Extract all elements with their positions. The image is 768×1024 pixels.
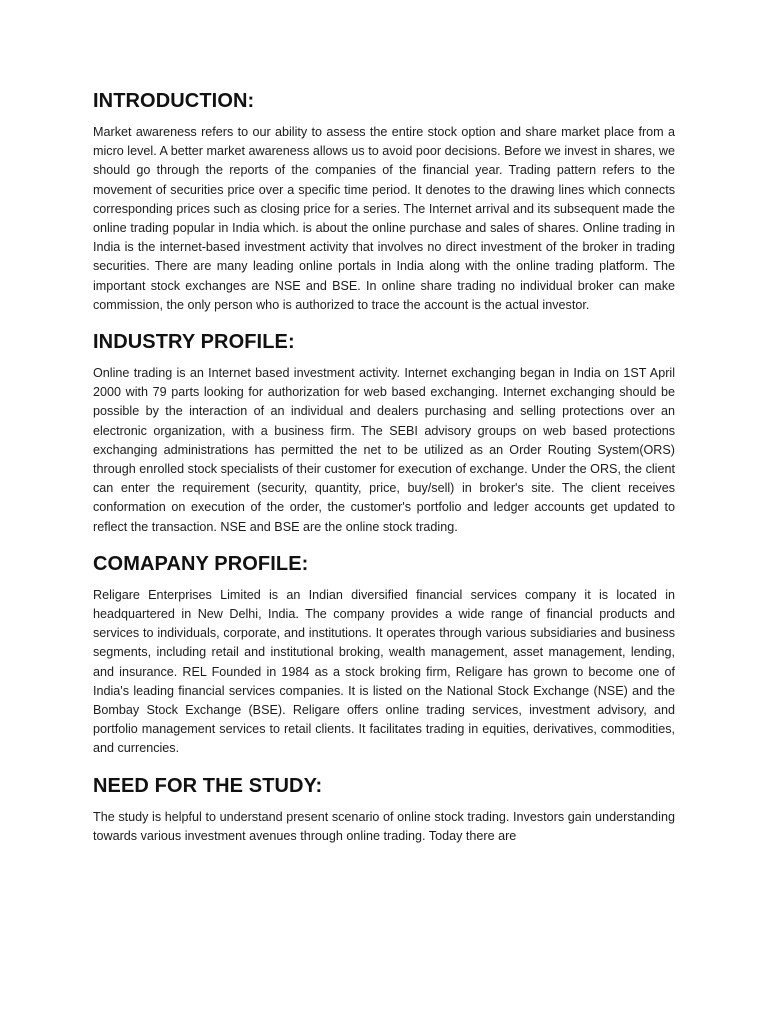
section-body-industry-profile: Online trading is an Internet based investment activity. Internet exchanging began in India on 1ST April 2000 with 79 parts looking for authorization for web based exchanging. Internet exchanging should be possible by the interaction of an individual and dealers purchasing and selling protections over an electronic organization, with a business firm. The SEBI advisory groups on web based protections exchanging administrations has permitted the net to be utilized as an Order Routing System(ORS) through enrolled stock specialists of their customer for execution of exchange. Under the ORS, the client can enter the requirement (security, quantity, price, buy/sell) in broker's site. The client receives conformation on execution of the order, the customer's portfolio and ledger accounts get updated to reflect the transaction. NSE and BSE are the online stock trading. xyxy=(93,366,675,534)
section-company-profile xyxy=(93,551,675,759)
section-heading-industry-profile: INDUSTRY PROFILE: xyxy=(93,331,295,354)
section-body-need-for-study: The study is helpful to understand present scenario of online stock trading. Investors gain understanding towards various investment avenues through online trading. Today there are xyxy=(93,809,675,843)
section-body-company-profile: Religare Enterprises Limited is an Indian diversified financial services company it is located in headquartered in New Delhi, India. The company provides a wide range of financial products and services to individuals, corporate, and institutions. It operates through various subsidiaries and business segments, including retail and institutional broking, wealth management, asset management, lending, and insurance. REL Founded in 1984 as a stock broking firm, Religare has grown to become one of India's leading financial services companies. It is listed on the National Stock Exchange (NSE) and the Bombay Stock Exchange (BSE). Religare offers online trading services, investment advisory, and portfolio management services to retail clients. It facilitates trading in equities, derivatives, commodities, and currencies. xyxy=(93,587,675,756)
section-need-for-study xyxy=(93,773,675,846)
section-body-introduction: Market awareness refers to our ability to assess the entire stock option and share market place from a micro level. A better market awareness allows us to avoid poor decisions. Before we invest in shares, we should go through the reports of the companies of the financial year. Trading pattern refers to the movement of securities price over a specific time period. It denotes to the drawing lines which connects corresponding prices such as closing price for a series. The Internet arrival and its subsequent made the online trading popular in India which. is about the online purchase and sales of shares. Online trading in India is the internet-based investment activity that involves no direct investment of the broker in trading securities. There are many leading online portals in India along with the online trading platform. The important stock exchanges are NSE and BSE. In online share trading no individual broker can make commission, the only person who is authorized to trace the account is the actual investor. xyxy=(93,125,675,312)
section-heading-introduction: INTRODUCTION: xyxy=(93,90,255,112)
section-heading-company-profile: COMAPANY PROFILE: xyxy=(93,552,309,575)
section-introduction xyxy=(93,88,675,315)
section-industry-profile xyxy=(93,329,675,537)
document-page xyxy=(93,88,675,860)
section-heading-need-for-study: NEED FOR THE STUDY: xyxy=(93,774,323,797)
